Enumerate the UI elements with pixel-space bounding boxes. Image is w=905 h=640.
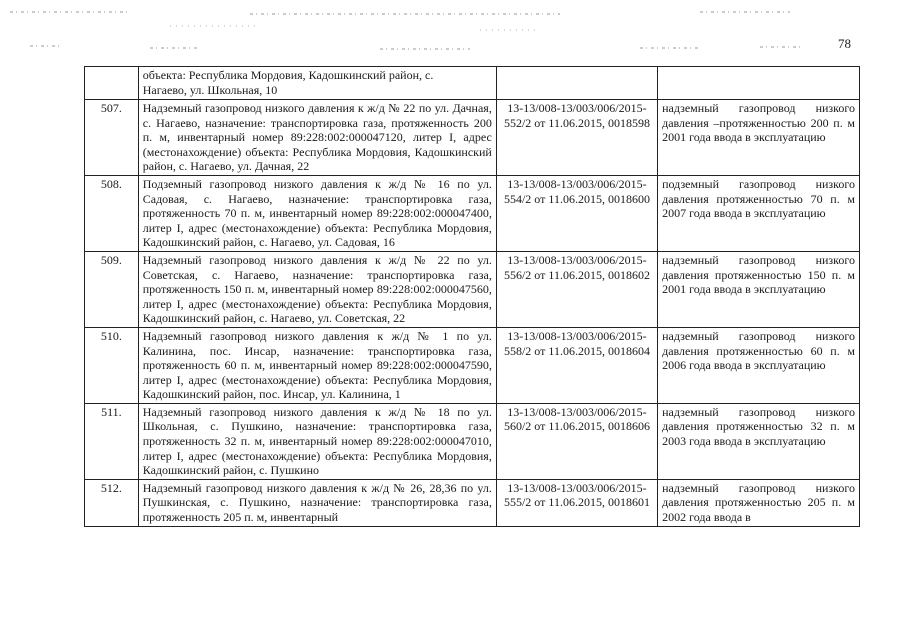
row-number: 511.	[85, 403, 139, 479]
row-number: 512.	[85, 479, 139, 526]
registration-record: 13-13/008-13/003/006/2015-556/2 от 11.06.2015, 0018602	[496, 251, 657, 327]
row-number: 510.	[85, 327, 139, 403]
row-number: 507.	[85, 100, 139, 176]
row-number: 509.	[85, 251, 139, 327]
description-line: Нагаево, ул. Школьная, 10	[142, 82, 278, 97]
registry-table	[84, 66, 860, 527]
table-row-continued	[85, 67, 860, 100]
table-row	[85, 403, 860, 479]
table-row	[85, 479, 860, 526]
object-description: Надземный газопровод низкого давления к ж/д № 18 по ул. Школьная, с. Пушкино, назначение: транспортировка газа, протяженность 32 п. м, инвентарный номер 89:228:002:000047010, литер I, адрес (местонахождение) объекта: Республика Мордовия, Кадошкинский район, с. Пушкино	[138, 403, 496, 479]
scan-artifacts	[0, 6, 905, 56]
num-cell	[85, 67, 139, 100]
object-note: надземный газопровод низкого давления протяженностью 32 п. м 2003 года ввода в эксплуатацию	[658, 403, 860, 479]
registration-record: 13-13/008-13/003/006/2015-552/2 от 11.06.2015, 0018598	[496, 100, 657, 176]
object-description: Надземный газопровод низкого давления к ж/д № 22 по ул. Дачная, с. Нагаево, назначение: транспортировка газа, протяженность 200 п. м, инвентарный номер 89:228:002:000047120, литер I, адрес (местонахождение) объекта: Республика Мордовия, Кадошкинский район, с. Нагаево, ул. Дачная, 22	[138, 100, 496, 176]
description-cell	[138, 67, 496, 100]
object-note: надземный газопровод низкого давления –протяженностью 200 п. м 2001 года ввода в эксплуатацию	[658, 100, 860, 176]
object-note: надземный газопровод низкого давления протяженностью 60 п. м 2006 года ввода в эксплуатацию	[658, 327, 860, 403]
registration-cell	[496, 67, 657, 100]
table-row	[85, 327, 860, 403]
object-description: Надземный газопровод низкого давления к ж/д № 22 по ул. Советская, с. Нагаево, назначение: транспортировка газа, протяженность 150 п. м, инвентарный номер 89:228:002:000047560, литер I, адрес (местонахождение) объекта: Республика Мордовия, Кадошкинский район, с. Нагаево, ул. Советская, 22	[138, 251, 496, 327]
description-line: объекта: Республика Мордовия, Кадошкинский район, с.	[142, 68, 434, 82]
note-cell	[658, 67, 860, 100]
object-description: Надземный газопровод низкого давления к ж/д № 26, 28,36 по ул. Пушкинская, с. Пушкино, назначение: транспортировка газа, протяженность 205 п. м, инвентарный	[138, 479, 496, 526]
page-number: 78	[838, 36, 851, 51]
registration-record: 13-13/008-13/003/006/2015-558/2 от 11.06.2015, 0018604	[496, 327, 657, 403]
row-number: 508.	[85, 175, 139, 251]
object-description: Надземный газопровод низкого давления к ж/д № 1 по ул. Калинина, пос. Инсар, назначение: транспортировка газа, протяженность 60 п. м, инвентарный номер 89:228:002:000047590, литер I, адрес (местонахождение) объекта: Республика Мордовия, Кадошкинский район, пос. Инсар, ул. Калинина, 1	[138, 327, 496, 403]
object-note: подземный газопровод низкого давления протяженностью 70 п. м 2007 года ввода в эксплуатацию	[658, 175, 860, 251]
object-note: надземный газопровод низкого давления протяженностью 205 п. м 2002 года ввода в	[658, 479, 860, 526]
table-row	[85, 100, 860, 176]
object-description: Подземный газопровод низкого давления к ж/д № 16 по ул. Садовая, с. Нагаево, назначение: транспортировка газа, протяженность 70 п. м, инвентарный номер 89:228:002:000047400, литер I, адрес (местонахождение) объекта: Республика Мордовия, Кадошкинский район, с. Нагаево, ул. Садовая, 16	[138, 175, 496, 251]
registration-record: 13-13/008-13/003/006/2015-555/2 от 11.06.2015, 0018601	[496, 479, 657, 526]
table-row	[85, 251, 860, 327]
table-row	[85, 175, 860, 251]
object-note: надземный газопровод низкого давления протяженностью 150 п. м 2001 года ввода в эксплуатацию	[658, 251, 860, 327]
registration-record: 13-13/008-13/003/006/2015-560/2 от 11.06.2015, 0018606	[496, 403, 657, 479]
registration-record: 13-13/008-13/003/006/2015-554/2 от 11.06.2015, 0018600	[496, 175, 657, 251]
